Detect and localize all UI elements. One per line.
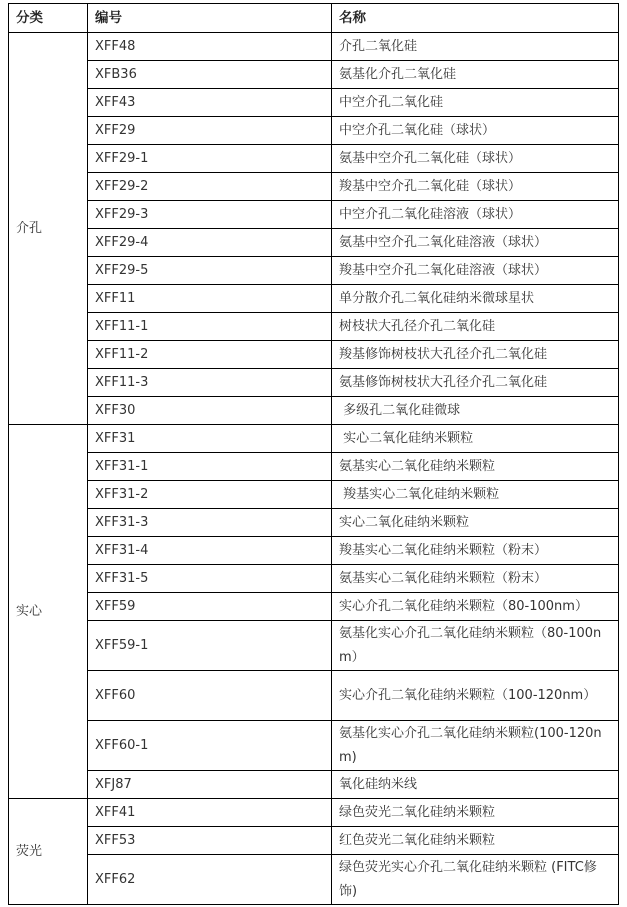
code-cell: XFF60-1 xyxy=(88,721,332,771)
name-cell: 氨基实心二氧化硅纳米颗粒 xyxy=(332,453,619,481)
name-cell: 氨基实心二氧化硅纳米颗粒（粉末） xyxy=(332,565,619,593)
table-row xyxy=(9,593,619,621)
name-cell: 中空介孔二氧化硅溶液（球状） xyxy=(332,201,619,229)
table-row xyxy=(9,313,619,341)
header-category: 分类 xyxy=(9,4,88,33)
name-cell: 中空介孔二氧化硅 xyxy=(332,89,619,117)
code-cell: XFF59 xyxy=(88,593,332,621)
code-cell: XFF53 xyxy=(88,827,332,855)
code-cell: XFF31-1 xyxy=(88,453,332,481)
table-row xyxy=(9,369,619,397)
name-cell: 羧基实心二氧化硅纳米颗粒（粉末） xyxy=(332,537,619,565)
name-cell: 羧基修饰树枝状大孔径介孔二氧化硅 xyxy=(332,341,619,369)
code-cell: XFF29-5 xyxy=(88,257,332,285)
table-row xyxy=(9,855,619,905)
name-cell: 羧基中空介孔二氧化硅溶液（球状） xyxy=(332,257,619,285)
table-row xyxy=(9,453,619,481)
table-body xyxy=(9,33,619,905)
product-table xyxy=(8,3,619,905)
name-cell: 实心二氧化硅纳米颗粒 xyxy=(332,425,619,453)
name-cell: 多级孔二氧化硅微球 xyxy=(332,397,619,425)
code-cell: XFF29-1 xyxy=(88,145,332,173)
name-cell: 绿色荧光实心介孔二氧化硅纳米颗粒 (FITC修饰) xyxy=(332,855,619,905)
name-cell: 介孔二氧化硅 xyxy=(332,33,619,61)
name-cell: 氨基化介孔二氧化硅 xyxy=(332,61,619,89)
code-cell: XFF59-1 xyxy=(88,621,332,671)
code-cell: XFF29-2 xyxy=(88,173,332,201)
header-code: 编号 xyxy=(88,4,332,33)
code-cell: XFF29-4 xyxy=(88,229,332,257)
name-cell: 羧基实心二氧化硅纳米颗粒 xyxy=(332,481,619,509)
code-cell: XFF41 xyxy=(88,799,332,827)
table-row xyxy=(9,481,619,509)
table-row xyxy=(9,33,619,61)
name-cell: 绿色荧光二氧化硅纳米颗粒 xyxy=(332,799,619,827)
table-row xyxy=(9,721,619,771)
table-row xyxy=(9,89,619,117)
code-cell: XFB36 xyxy=(88,61,332,89)
table-header-row xyxy=(9,4,619,33)
code-cell: XFF31 xyxy=(88,425,332,453)
table-row xyxy=(9,621,619,671)
code-cell: XFF31-4 xyxy=(88,537,332,565)
category-cell: 荧光 xyxy=(9,799,88,905)
table-row xyxy=(9,397,619,425)
code-cell: XFF62 xyxy=(88,855,332,905)
code-cell: XFF29-3 xyxy=(88,201,332,229)
table-row xyxy=(9,285,619,313)
table-row xyxy=(9,799,619,827)
category-cell: 介孔 xyxy=(9,33,88,425)
name-cell: 氨基中空介孔二氧化硅（球状） xyxy=(332,145,619,173)
code-cell: XFF31-3 xyxy=(88,509,332,537)
name-cell: 单分散介孔二氧化硅纳米微球星状 xyxy=(332,285,619,313)
table-row xyxy=(9,341,619,369)
table-row xyxy=(9,509,619,537)
table-row xyxy=(9,229,619,257)
code-cell: XFF48 xyxy=(88,33,332,61)
code-cell: XFF11-2 xyxy=(88,341,332,369)
code-cell: XFF31-2 xyxy=(88,481,332,509)
table-row xyxy=(9,425,619,453)
table-row xyxy=(9,537,619,565)
table-row xyxy=(9,201,619,229)
header-name: 名称 xyxy=(332,4,619,33)
table-row xyxy=(9,565,619,593)
name-cell: 羧基中空介孔二氧化硅（球状） xyxy=(332,173,619,201)
name-cell: 中空介孔二氧化硅（球状） xyxy=(332,117,619,145)
name-cell: 实心介孔二氧化硅纳米颗粒（80-100nm） xyxy=(332,593,619,621)
code-cell: XFF60 xyxy=(88,671,332,721)
name-cell: 氨基化实心介孔二氧化硅纳米颗粒(100-120nm) xyxy=(332,721,619,771)
table-row xyxy=(9,117,619,145)
code-cell: XFF31-5 xyxy=(88,565,332,593)
code-cell: XFF11-3 xyxy=(88,369,332,397)
name-cell: 实心介孔二氧化硅纳米颗粒（100-120nm） xyxy=(332,671,619,721)
name-cell: 氧化硅纳米线 xyxy=(332,771,619,799)
table-row xyxy=(9,173,619,201)
category-cell: 实心 xyxy=(9,425,88,799)
name-cell: 红色荧光二氧化硅纳米颗粒 xyxy=(332,827,619,855)
code-cell: XFF11-1 xyxy=(88,313,332,341)
code-cell: XFJ87 xyxy=(88,771,332,799)
name-cell: 氨基修饰树枝状大孔径介孔二氧化硅 xyxy=(332,369,619,397)
table-row xyxy=(9,257,619,285)
code-cell: XFF30 xyxy=(88,397,332,425)
name-cell: 氨基化实心介孔二氧化硅纳米颗粒（80-100nm） xyxy=(332,621,619,671)
code-cell: XFF29 xyxy=(88,117,332,145)
name-cell: 树枝状大孔径介孔二氧化硅 xyxy=(332,313,619,341)
name-cell: 氨基中空介孔二氧化硅溶液（球状） xyxy=(332,229,619,257)
code-cell: XFF11 xyxy=(88,285,332,313)
table-row xyxy=(9,671,619,721)
table-row xyxy=(9,771,619,799)
name-cell: 实心二氧化硅纳米颗粒 xyxy=(332,509,619,537)
table-row xyxy=(9,827,619,855)
code-cell: XFF43 xyxy=(88,89,332,117)
table-row xyxy=(9,61,619,89)
table-row xyxy=(9,145,619,173)
